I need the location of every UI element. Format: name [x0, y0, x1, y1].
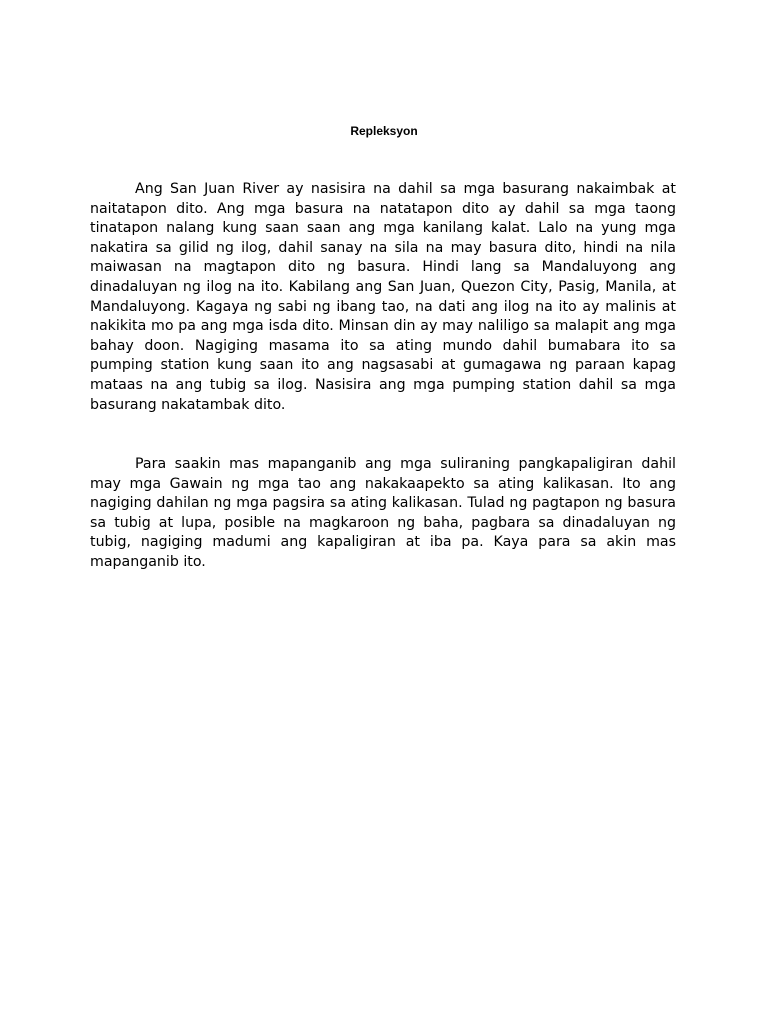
paragraph-1: Ang San Juan River ay nasisira na dahil sa mga basurang nakaimbak at naitatapon dito. Ang mga basura na natatapon dito ay dahil sa mga taong tinatapon nalang kung saan saan ang mga kanilang kalat. Lalo na yung mga nakatira sa gilid ng ilog, dahil sanay na sila na may basura dito, hindi na nila maiwasan na magtapon dito ng basura. Hindi lang sa Mandaluyong ang dinadaluyan ng ilog na ito. Kabilang ang San Juan, Quezon City, Pasig, Manila, at Mandaluyong. Kagaya ng sabi ng ibang tao, na dati ang ilog na ito ay malinis at nakikita mo pa ang mga isda dito. Minsan din ay may naliligo sa malapit ang mga bahay doon. Nagiging masama ito sa ating mundo dahil bumabara ito sa pumping station kung saan ito ang nagsasabi at gumagawa ng paraan kapag mataas na ang tubig sa ilog. Nasisira ang mga pumping station dahil sa mga basurang nakatambak dito. [90, 181, 676, 413]
document-title: Repleksyon [350, 124, 418, 138]
paragraph-2: Para saakin mas mapanganib ang mga suliraning pangkapaligiran dahil may mga Gawain ng mga tao ang nakakaapekto sa ating kalikasan. Ito ang nagiging dahilan ng mga pagsira sa ating kalikasan. Tulad ng pagtapon ng basura sa tubig at lupa, posible na magkaroon ng baha, pagbara sa dinadaluyan ng tubig, nagiging madumi ang kapaligiran at iba pa. Kaya para sa akin mas mapanganib ito. [90, 456, 676, 570]
